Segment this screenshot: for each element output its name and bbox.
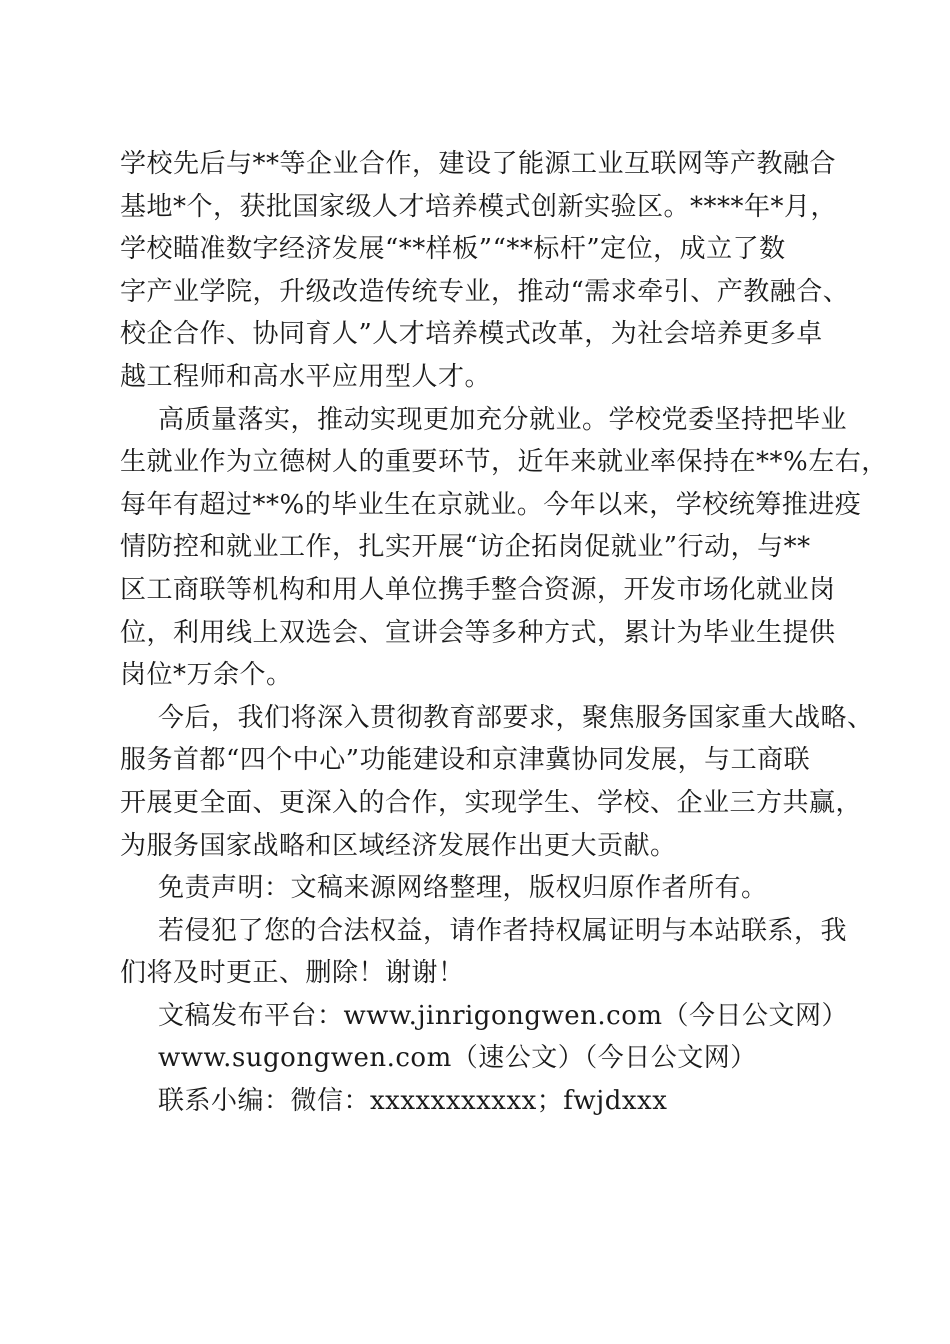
text-line: 位，利用线上双选会、宣讲会等多种方式，累计为毕业生提供 <box>120 617 836 648</box>
text-line: 高质量落实，推动实现更加充分就业。学校党委坚持把毕业 <box>158 404 848 435</box>
text-line: 每年有超过**%的毕业生在京就业。今年以来，学校统筹推进疫 <box>120 489 862 520</box>
contact-text: 联系小编：微信：xxxxxxxxxxx；fwjdxxx <box>158 1086 668 1117</box>
disclaimer-text: 免责声明：文稿来源网络整理，版权归原作者所有。 <box>158 873 768 904</box>
text-line: 服务首都“四个中心”功能建设和京津冀协同发展，与工商联 <box>120 745 811 776</box>
text-line: 们将及时更正、删除！谢谢！ <box>120 958 465 989</box>
text-line: 学校瞄准数字经济发展“**样板”“**标杆”定位，成立了数 <box>120 234 786 265</box>
text-line: 校企合作、协同育人”人才培养模式改革，为社会培养更多卓 <box>120 319 823 350</box>
document-body <box>120 143 888 1123</box>
text-line: 学校先后与**等企业合作，建设了能源工业互联网等产教融合 <box>120 149 837 179</box>
text-line: 情防控和就业工作，扎实开展“访企拓岗促就业”行动，与** <box>120 532 811 563</box>
paragraph-future <box>120 697 874 867</box>
text-line: 字产业学院，升级改造传统专业，推动“需求牵引、产教融合、 <box>120 276 850 307</box>
text-line: 为服务国家战略和区域经济发展作出更大贡献。 <box>120 830 677 861</box>
text-line: 今后，我们将深入贯彻教育部要求，聚焦服务国家重大战略、 <box>158 702 874 733</box>
text-line: 开展更全面、更深入的合作，实现学生、学校、企业三方共赢， <box>120 787 863 818</box>
platform-alt-text: www.sugongwen.com（速公文）（今日公文网） <box>158 1043 757 1074</box>
text-line: 越工程师和高水平应用型人才。 <box>120 361 492 392</box>
publish-platform <box>120 995 849 1080</box>
text-line: 岗位*万余个。 <box>120 660 293 691</box>
platform-text: 文稿发布平台：www.jinrigongwen.com（今日公文网） <box>158 1000 849 1031</box>
text-line: 生就业作为立德树人的重要环节，近年来就业率保持在**%左右， <box>120 447 888 478</box>
contact-info <box>120 1080 832 1123</box>
disclaimer <box>120 867 832 910</box>
paragraph-cooperation <box>120 143 850 399</box>
text-line: 若侵犯了您的合法权益，请作者持权属证明与本站联系，我 <box>158 915 848 946</box>
text-line: 区工商联等机构和用人单位携手整合资源，开发市场化就业岗 <box>120 574 836 605</box>
paragraph-employment <box>120 399 888 697</box>
text-line: 基地*个，获批国家级人才培养模式创新实验区。****年*月， <box>120 191 838 222</box>
infringement-notice <box>120 910 848 995</box>
